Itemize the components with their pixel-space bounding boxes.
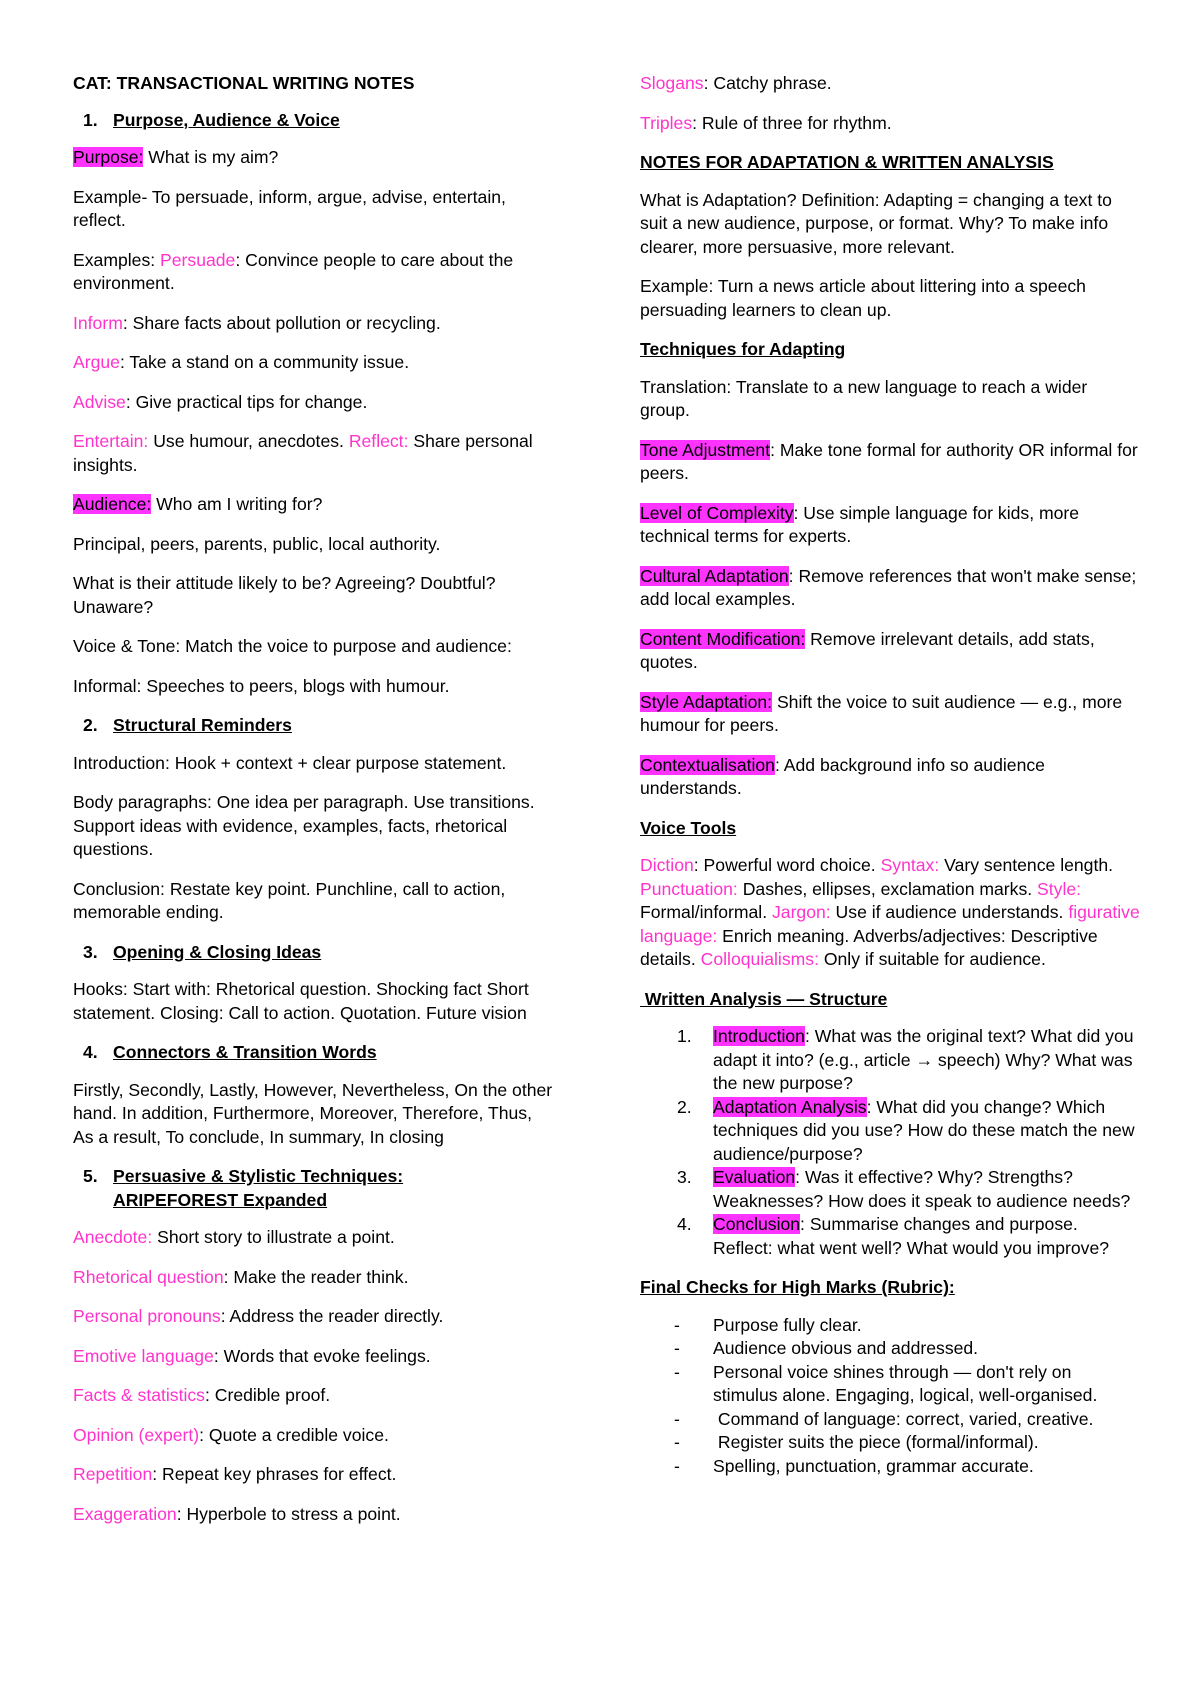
- technique-label: Personal pronouns: [73, 1306, 221, 1326]
- list-item-body: [713, 1096, 1140, 1167]
- list-item-label: Conclusion: [713, 1214, 801, 1234]
- adapting-technique-label: Tone Adjustment: [640, 439, 771, 460]
- voice-tools-paragraph: [640, 854, 1140, 972]
- section-heading-5: [73, 1165, 555, 1212]
- section-heading-2: [73, 714, 555, 738]
- list-item: [640, 1455, 1140, 1479]
- entertain-label: Entertain:: [73, 431, 149, 451]
- examples-persuade: [73, 249, 555, 296]
- adapting-technique-item: [640, 565, 1140, 612]
- audience-text: Who am I writing for?: [151, 494, 323, 514]
- section-number: 1.: [83, 109, 98, 130]
- adapting-technique-label: Cultural Adaptation: [640, 565, 789, 586]
- adapting-technique-text: Remove irrelevant details, add stats, quotes.: [640, 628, 1095, 672]
- adapting-technique-label: Contextualisation: [640, 754, 775, 775]
- technique-text: Short story to illustrate a point.: [152, 1227, 395, 1247]
- list-item: [640, 1213, 1140, 1260]
- purpose-text: What is my aim?: [143, 147, 279, 167]
- section-heading-3: [73, 941, 555, 965]
- colloquialisms-text: Only if suitable for audience.: [818, 949, 1046, 969]
- argue-text: : Take a stand on a community issue.: [119, 352, 410, 372]
- argue-line: [73, 351, 555, 375]
- audience-label: Audience:: [73, 494, 152, 514]
- purpose-line: [73, 146, 555, 170]
- list-number: 3.: [677, 1167, 692, 1187]
- voice-tools-heading: Voice Tools: [640, 817, 737, 838]
- technique-item: [73, 1305, 555, 1329]
- section-number: 5.: [83, 1166, 98, 1186]
- list-item-text: Audience obvious and addressed.: [713, 1338, 979, 1358]
- section-number: 3.: [83, 941, 98, 962]
- attitude-line: What is their attitude likely to be? Agreeing? Doubtful? Unaware?: [73, 573, 496, 617]
- audience-list: Principal, peers, parents, public, local authority.: [73, 533, 441, 554]
- adapting-technique-label: Style Adaptation:: [640, 691, 773, 712]
- adapting-technique-label: Content Modification:: [640, 628, 806, 649]
- dash-bullet: -: [674, 1361, 680, 1382]
- purpose-label: Purpose:: [73, 147, 144, 167]
- section-title: Opening & Closing Ideas: [113, 941, 322, 962]
- adapting-technique-item: [640, 754, 1140, 801]
- adapting-technique-text: Shift the voice to suit audience — e.g., more humour for peers.: [640, 691, 1123, 735]
- section-number: 4.: [83, 1042, 98, 1062]
- technique-item: [73, 1384, 555, 1408]
- punctuation-text: Dashes, ellipses, exclamation marks.: [737, 878, 1038, 899]
- audience-line: [73, 493, 555, 517]
- final-checks-heading: Final Checks for High Marks (Rubric):: [640, 1277, 955, 1297]
- technique-item: [73, 1463, 555, 1487]
- body-line: Body paragraphs: One idea per paragraph. Use transitions. Support ideas with evidence, examples, facts, rhetorical questions.: [73, 792, 535, 859]
- technique-label: Exaggeration: [73, 1503, 177, 1524]
- figurative-text: Enrich meaning. Adverbs/adjectives: Descriptive details.: [640, 925, 1098, 969]
- argue-label: Argue: [73, 352, 120, 372]
- dash-bullet: -: [674, 1338, 680, 1358]
- list-item-text: Register suits the piece (formal/informal).: [713, 1432, 1039, 1452]
- adapting-technique-text: : Remove references that won't make sense; add local examples.: [640, 565, 1137, 609]
- technique-label: Rhetorical question: [73, 1266, 224, 1287]
- technique-text: : Words that evoke feelings.: [213, 1345, 431, 1366]
- adapting-technique-text: : Add background info so audience understands.: [640, 754, 1045, 798]
- technique-item: [73, 1424, 555, 1448]
- advise-line: [73, 391, 555, 415]
- colloquialisms-label: Colloquialisms:: [700, 949, 819, 969]
- voice-line: Voice & Tone: Match the voice to purpose and audience:: [73, 636, 512, 656]
- dash-bullet: -: [674, 1408, 680, 1429]
- reflect-text: Share personal insights.: [73, 431, 533, 475]
- hooks-line: Hooks: Start with: Rhetorical question. Shocking fact Short statement. Closing: Call to action. Quotation. Future vision: [73, 979, 529, 1023]
- style-label: Style:: [1037, 878, 1082, 899]
- dash-bullet: -: [674, 1432, 680, 1452]
- technique-text: : Quote a credible voice.: [199, 1424, 389, 1445]
- list-number: 1.: [677, 1026, 692, 1046]
- written-analysis-heading: Written Analysis — Structure: [640, 988, 888, 1009]
- informal-line: Informal: Speeches to peers, blogs with humour.: [73, 675, 450, 696]
- adaptation-definition: What is Adaptation? Definition: Adapting = changing a text to suit a new audience, purpose, or format. Why? To make info clearer, more persuasive, more relevant.: [640, 189, 1112, 257]
- technique-text: : Make the reader think.: [223, 1266, 409, 1287]
- technique-label: Anecdote:: [73, 1227, 153, 1247]
- list-item-text: : What did you change? Which techniques did you use? How do these match the new audience/purpose?: [713, 1096, 1135, 1164]
- adapting-technique-text: : Use simple language for kids, more technical terms for experts.: [640, 502, 1080, 546]
- list-item: [640, 1408, 1140, 1432]
- section-title: Purpose, Audience & Voice: [113, 109, 340, 130]
- syntax-text: Vary sentence length.: [939, 855, 1114, 875]
- technique-text: : Hyperbole to stress a point.: [176, 1503, 401, 1524]
- section-number: 2.: [83, 715, 98, 735]
- figurative-label: figurative language:: [640, 902, 1140, 946]
- list-item: [640, 1025, 1140, 1096]
- list-item-label: Introduction: [713, 1026, 805, 1046]
- section-title-line1: Persuasive & Stylistic Techniques:: [113, 1166, 404, 1186]
- entertain-text: Use humour, anecdotes.: [148, 431, 349, 451]
- technique-text: : Address the reader directly.: [220, 1306, 444, 1326]
- section-heading-1: [73, 109, 555, 133]
- section-heading-4: [73, 1041, 555, 1065]
- diction-label: Diction: [640, 855, 694, 875]
- connectors-line: Firstly, Secondly, Lastly, However, Nevertheless, On the other hand. In addition, Furthermore, Moreover, Therefore, Thus, As a result, To conclude, In summary, In closing: [73, 1079, 553, 1147]
- adapting-technique-label: Level of Complexity: [640, 502, 794, 523]
- list-item: [640, 1431, 1140, 1455]
- triples-text: : Rule of three for rhythm.: [692, 112, 892, 133]
- jargon-label: Jargon:: [771, 902, 831, 922]
- inform-line: [73, 312, 555, 336]
- reflect-label: Reflect:: [348, 431, 409, 451]
- technique-label: Repetition: [73, 1464, 153, 1484]
- list-item: [640, 1166, 1140, 1213]
- list-item-label: Adaptation Analysis: [713, 1096, 867, 1117]
- advise-label: Advise: [73, 391, 126, 412]
- list-item-text: Command of language: correct, varied, creative.: [713, 1408, 1094, 1429]
- examples-prefix: Examples:: [73, 249, 161, 270]
- dash-bullet: -: [674, 1455, 680, 1476]
- list-item-text: : Summarise changes and purpose. Reflect: what went well? What would you improve?: [713, 1214, 1110, 1258]
- jargon-text: Use if audience understands.: [830, 902, 1069, 922]
- adapting-technique-item: [640, 439, 1140, 486]
- written-analysis-list: [640, 1025, 1140, 1260]
- translation-line: Translation: Translate to a new language to reach a wider group.: [640, 376, 1088, 420]
- techniques-heading: Techniques for Adapting: [640, 339, 846, 359]
- adapting-technique-item: [640, 691, 1140, 738]
- persuade-text: : Convince people to care about the environment.: [73, 249, 514, 293]
- inform-text: : Share facts about pollution or recycling.: [122, 312, 441, 333]
- section-title-line2: ARIPEFOREST Expanded: [113, 1189, 328, 1210]
- adapting-technique-text: : Make tone formal for authority OR informal for peers.: [640, 439, 1138, 483]
- triples-line: [640, 112, 1140, 136]
- diction-text: : Powerful word choice.: [693, 855, 881, 875]
- adapting-technique-item: [640, 628, 1140, 675]
- syntax-label: Syntax:: [880, 855, 940, 875]
- list-item-body: [713, 1025, 1140, 1096]
- technique-text: : Repeat key phrases for effect.: [152, 1464, 397, 1484]
- list-number: 4.: [677, 1214, 692, 1234]
- list-item: [640, 1361, 1140, 1408]
- list-item-body: [713, 1166, 1140, 1213]
- list-item: [640, 1096, 1140, 1167]
- slogans-text: : Catchy phrase.: [703, 73, 832, 93]
- style-text: Formal/informal.: [640, 902, 772, 922]
- advise-text: : Give practical tips for change.: [125, 391, 368, 412]
- adapting-technique-item: [640, 502, 1140, 549]
- list-item-body: [713, 1213, 1140, 1260]
- list-item: [640, 1314, 1140, 1338]
- list-item-text: : Was it effective? Why? Strengths? Weaknesses? How does it speak to audience needs?: [713, 1167, 1131, 1211]
- conclusion-line: Conclusion: Restate key point. Punchline, call to action, memorable ending.: [73, 878, 506, 922]
- technique-item: [73, 1503, 555, 1527]
- right-column: [640, 72, 1140, 1478]
- technique-list: [73, 1226, 555, 1526]
- final-checks-list: [640, 1314, 1140, 1479]
- example-line: Example- To persuade, inform, argue, advise, entertain, reflect.: [73, 186, 506, 230]
- inform-label: Inform: [73, 312, 123, 333]
- entertain-reflect-line: [73, 430, 555, 477]
- list-item-text: : What was the original text? What did you adapt it into? (e.g., article → speech) Why? What was the new purpose?: [713, 1026, 1134, 1093]
- technique-item: [73, 1345, 555, 1369]
- section-title: [113, 1165, 403, 1212]
- page-title: CAT: TRANSACTIONAL WRITING NOTES: [73, 73, 415, 93]
- list-item-label: Evaluation: [713, 1167, 796, 1187]
- dash-bullet: -: [674, 1314, 680, 1335]
- section-title: Structural Reminders: [113, 715, 292, 735]
- technique-text: : Credible proof.: [204, 1385, 331, 1405]
- left-column: [73, 72, 555, 1542]
- technique-item: [73, 1266, 555, 1290]
- slogans-line: [640, 72, 1140, 96]
- technique-label: Facts & statistics: [73, 1385, 205, 1405]
- intro-line: Introduction: Hook + context + clear purpose statement.: [73, 752, 507, 773]
- adaptation-heading: NOTES FOR ADAPTATION & WRITTEN ANALYSIS: [640, 152, 1054, 172]
- adaptation-example: Example: Turn a news article about littering into a speech persuading learners to clean up.: [640, 276, 1086, 320]
- list-item-text: Spelling, punctuation, grammar accurate.: [713, 1455, 1034, 1476]
- slogans-label: Slogans: [640, 73, 704, 93]
- adapting-technique-list: [640, 439, 1140, 801]
- list-item-text: Personal voice shines through — don't rely on stimulus alone. Engaging, logical, well-organised.: [713, 1361, 1098, 1405]
- triples-label: Triples: [640, 112, 693, 133]
- technique-label: Emotive language: [73, 1345, 214, 1366]
- list-number: 2.: [677, 1096, 692, 1117]
- punctuation-label: Punctuation:: [640, 878, 738, 899]
- persuade-label: Persuade: [160, 249, 236, 270]
- list-item-text: Purpose fully clear.: [713, 1314, 862, 1335]
- list-item: [640, 1337, 1140, 1361]
- section-title: Connectors & Transition Words: [113, 1042, 377, 1062]
- technique-label: Opinion (expert): [73, 1424, 200, 1445]
- technique-item: [73, 1226, 555, 1250]
